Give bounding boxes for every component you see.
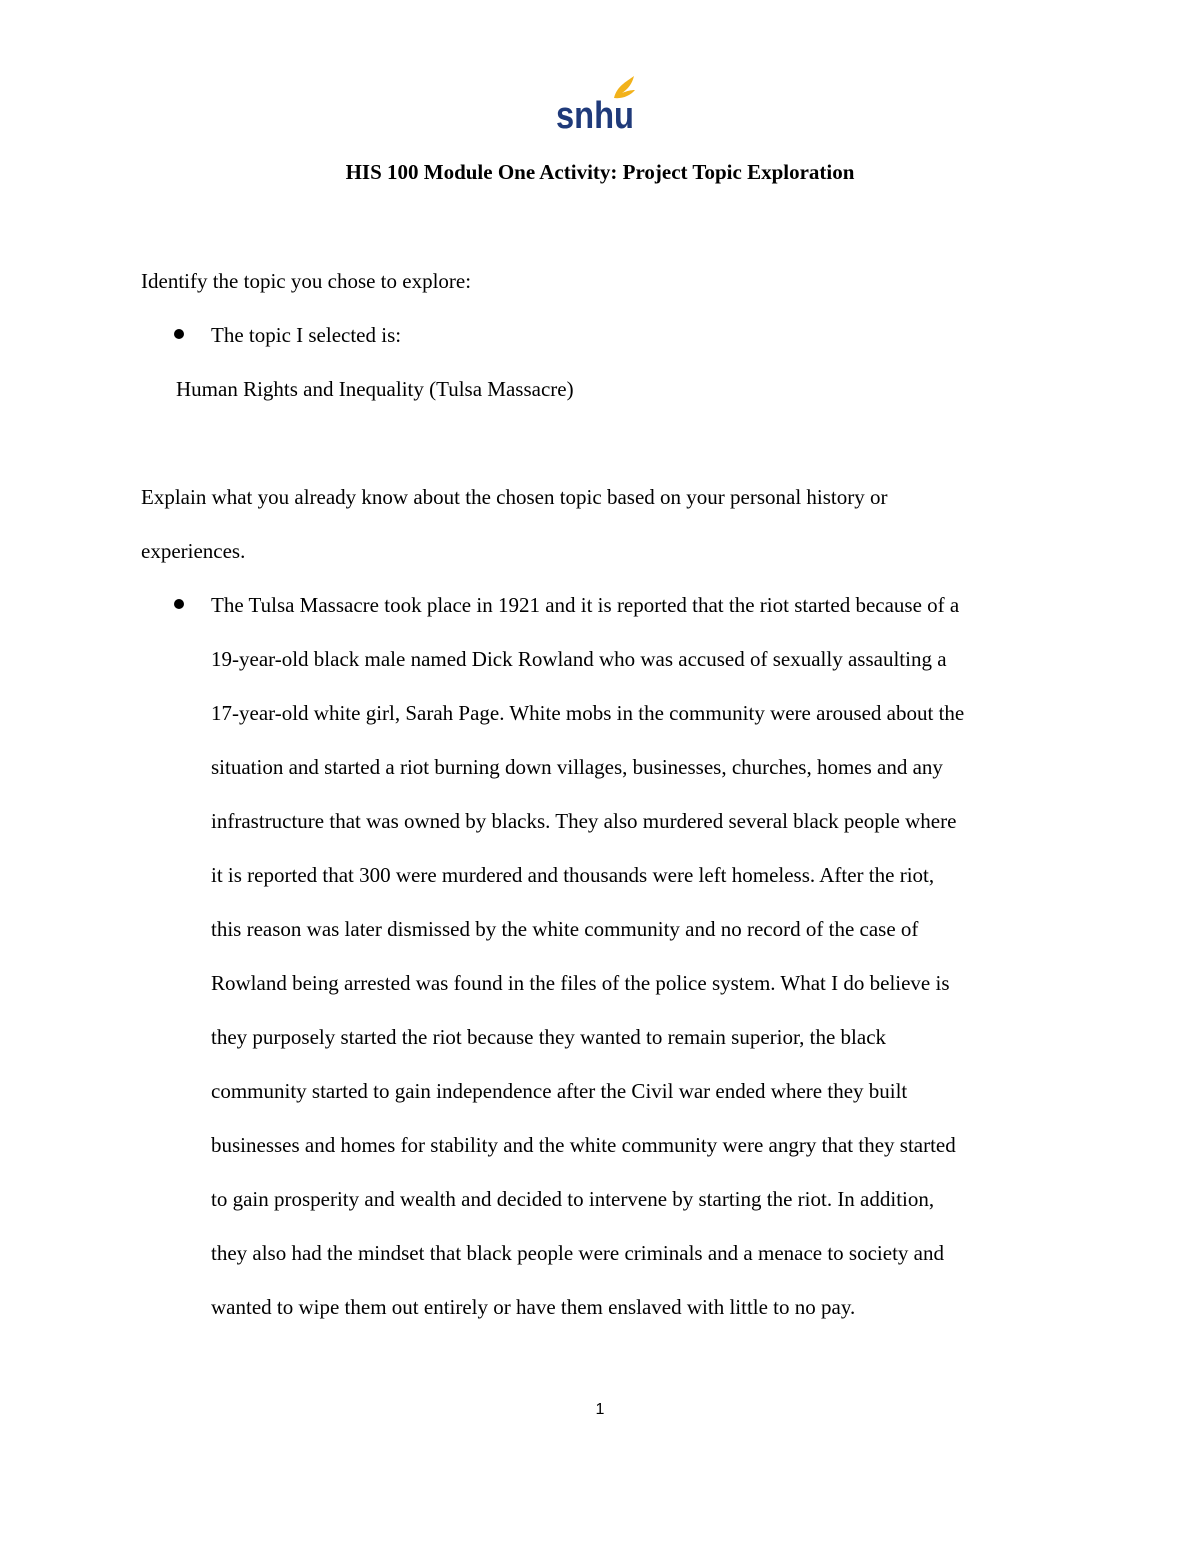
paragraph-line: 19-year-old black male named Dick Rowland who was accused of sexually assaulting a: [211, 647, 947, 671]
bullet-text: The topic I selected is:: [211, 323, 402, 347]
snhu-flame-logo-icon: [554, 72, 640, 134]
prompt-line: experiences.: [141, 539, 246, 563]
paragraph-line: The Tulsa Massacre took place in 1921 and it is reported that the riot started because of a: [211, 593, 960, 617]
bullet-icon: [174, 599, 184, 609]
explanation-paragraph: [211, 578, 964, 1334]
topic-answer: Human Rights and Inequality (Tulsa Massacre): [176, 377, 574, 401]
paragraph-line: they also had the mindset that black people were criminals and a menace to society and: [211, 1241, 944, 1265]
paragraph-line: 17-year-old white girl, Sarah Page. White mobs in the community were aroused about the: [211, 701, 965, 725]
paragraph-line: wanted to wipe them out entirely or have them enslaved with little to no pay.: [211, 1295, 856, 1319]
prompt-explain-knowledge: [141, 470, 887, 578]
snhu-logo: [554, 72, 640, 134]
document-title: HIS 100 Module One Activity: Project Topic Exploration: [345, 160, 855, 184]
paragraph-line: community started to gain independence after the Civil war ended where they built: [211, 1079, 908, 1103]
page-number: 1: [595, 1401, 605, 1418]
paragraph-line: to gain prosperity and wealth and decided to intervene by starting the riot. In addition,: [211, 1187, 935, 1211]
paragraph-line: situation and started a riot burning down villages, businesses, churches, homes and any: [211, 755, 943, 779]
logo-wordmark: snhu: [556, 95, 634, 134]
paragraph-line: Rowland being arrested was found in the files of the police system. What I do believe is: [211, 971, 950, 995]
paragraph-line: it is reported that 300 were murdered and thousands were left homeless. After the riot,: [211, 863, 935, 887]
prompt-line: Explain what you already know about the chosen topic based on your personal history or: [141, 485, 888, 509]
paragraph-line: businesses and homes for stability and the white community were angry that they started: [211, 1133, 956, 1157]
bullet-icon: [174, 329, 184, 339]
prompt-identify-topic: Identify the topic you chose to explore:: [141, 269, 472, 293]
paragraph-line: infrastructure that was owned by blacks. They also murdered several black people where: [211, 809, 957, 833]
paragraph-line: they purposely started the riot because they wanted to remain superior, the black: [211, 1025, 887, 1049]
paragraph-line: this reason was later dismissed by the white community and no record of the case of: [211, 917, 919, 941]
